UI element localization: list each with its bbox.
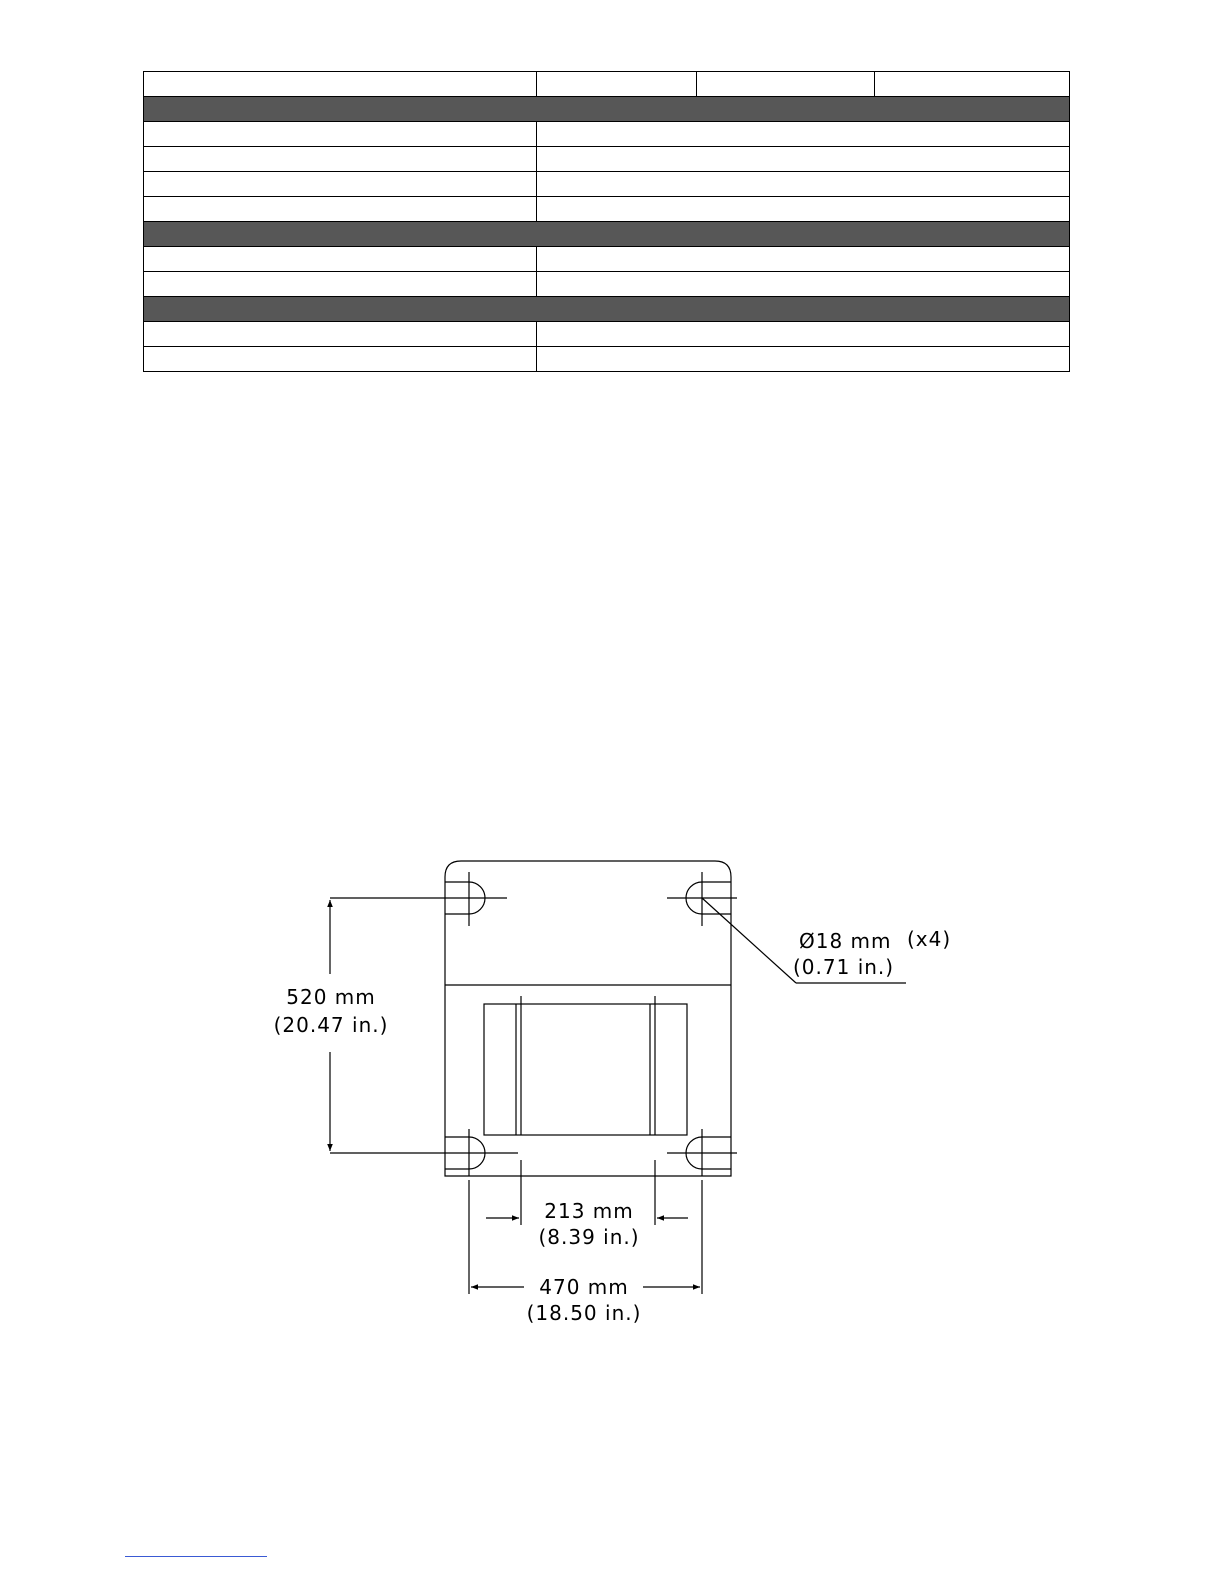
footer-rule	[125, 1556, 267, 1557]
hole-dim-mm: Ø18 mm	[799, 929, 892, 953]
inner-width-dim-in: (8.39 in.)	[538, 1225, 640, 1249]
height-dim-mm: 520 mm	[286, 985, 376, 1009]
height-dim-in: (20.47 in.)	[273, 1013, 389, 1037]
hole-leader-line	[702, 898, 796, 983]
outer-width-dim-mm: 470 mm	[539, 1275, 629, 1299]
center-recess	[484, 1004, 687, 1135]
hole-dim-count: (x4)	[907, 927, 952, 951]
outer-width-dim-in: (18.50 in.)	[526, 1301, 642, 1325]
inner-width-dim-mm: 213 mm	[544, 1199, 634, 1223]
hole-dim-in: (0.71 in.)	[793, 955, 895, 979]
base-plate-outline	[445, 861, 731, 1176]
